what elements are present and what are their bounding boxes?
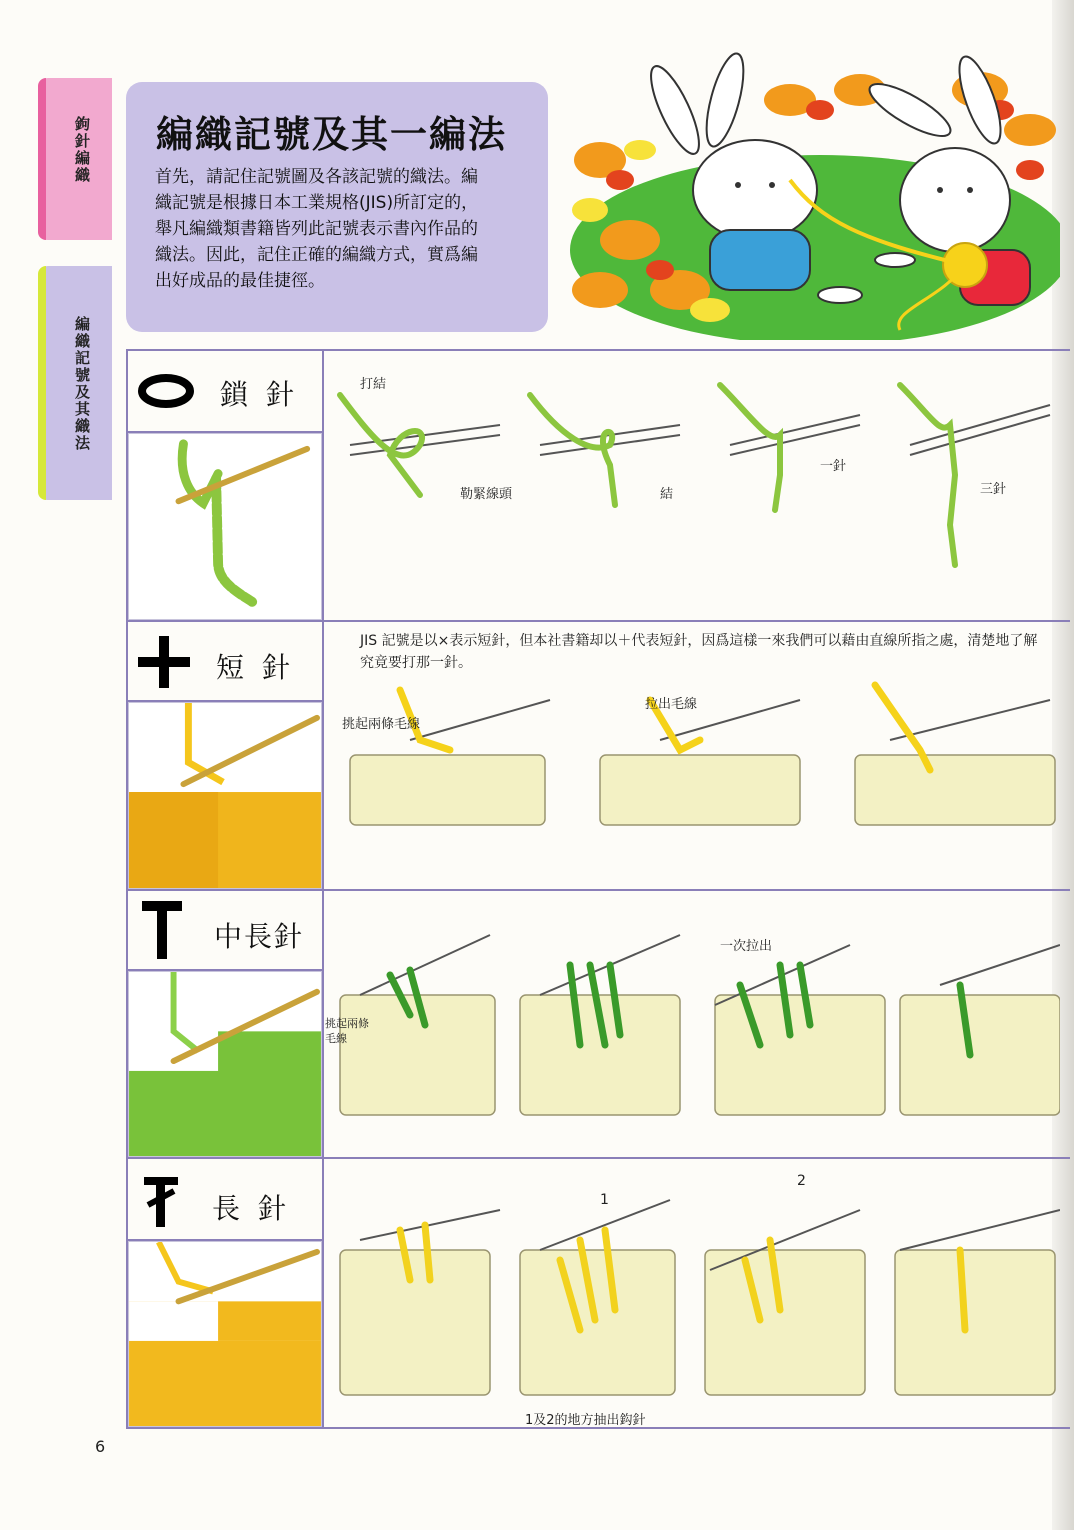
- row2-note: JIS 記號是以×表示短針，但本社書籍却以＋代表短針，因爲這樣一來我們可以藉由直線所指之處，清楚地了解究竟要打那一針。: [360, 633, 1038, 671]
- row1-diagrams: [330, 355, 1060, 617]
- row1-label-tie: 打結: [360, 377, 387, 392]
- row4-photo: [128, 1241, 322, 1427]
- side-tab-crochet-strip: [38, 78, 46, 240]
- single-crochet-symbol-icon: [138, 636, 190, 688]
- half-double-symbol-icon: [142, 901, 182, 959]
- rabbits-illustration: [560, 40, 1060, 340]
- row2-stitch-name: 短針: [216, 651, 309, 684]
- row1-label-three: 三針: [980, 482, 1007, 497]
- row4-diagrams: [330, 1170, 1060, 1405]
- row2-label-pull: 拉出毛線: [645, 697, 698, 712]
- side-tab-crochet-label: 鉤針編織: [73, 116, 91, 184]
- chain-symbol-icon: [138, 373, 194, 409]
- row1-header: [128, 351, 322, 431]
- row1-label-tighten: 勒緊線頭: [460, 487, 513, 502]
- row2-photo: [128, 702, 322, 889]
- row3-label-pick: 挑起兩條毛線: [325, 1017, 369, 1045]
- row4-stitch-name: 長針: [212, 1192, 305, 1225]
- row2-label-pick: 挑起兩條毛線: [342, 717, 421, 732]
- row1-stitch-name: 鎖針: [220, 378, 313, 411]
- side-tab-symbols-strip: [38, 266, 46, 500]
- side-tab-symbols-label: 編織記號及其織法: [73, 316, 91, 452]
- page-title: 編織記號及其一編法: [156, 113, 507, 156]
- row2-diagrams: [330, 680, 1060, 885]
- row3-header: [128, 891, 322, 969]
- row4-label-1: 1: [600, 1192, 609, 1208]
- row1-label-one: 一針: [820, 459, 847, 474]
- row4-caption: 1及2的地方抽出鈎針: [525, 1413, 646, 1428]
- row3-stitch-name: 中長針: [214, 920, 305, 953]
- row3-diagrams: [330, 925, 1060, 1125]
- row3-photo: [128, 971, 322, 1157]
- row4-label-2: 2: [797, 1173, 806, 1189]
- row2-header: [128, 622, 322, 700]
- table-column-divider: [322, 349, 324, 1429]
- double-crochet-symbol-icon: [144, 1177, 178, 1227]
- page-number: 6: [95, 1437, 106, 1456]
- row1-label-knot: 結: [660, 487, 674, 502]
- row3-label-once: 一次拉出: [720, 939, 773, 954]
- row4-header: [128, 1159, 322, 1239]
- intro-paragraph: 首先，請記住記號圖及各該記號的織法。編織記號是根據日本工業規格(JIS)所訂定的，舉凡編織類書籍皆列此記號表示書內作品的織法。因此，記住正確的編織方式，實爲編出好成品的最佳捷徑。: [155, 167, 479, 291]
- row1-photo: [128, 433, 322, 620]
